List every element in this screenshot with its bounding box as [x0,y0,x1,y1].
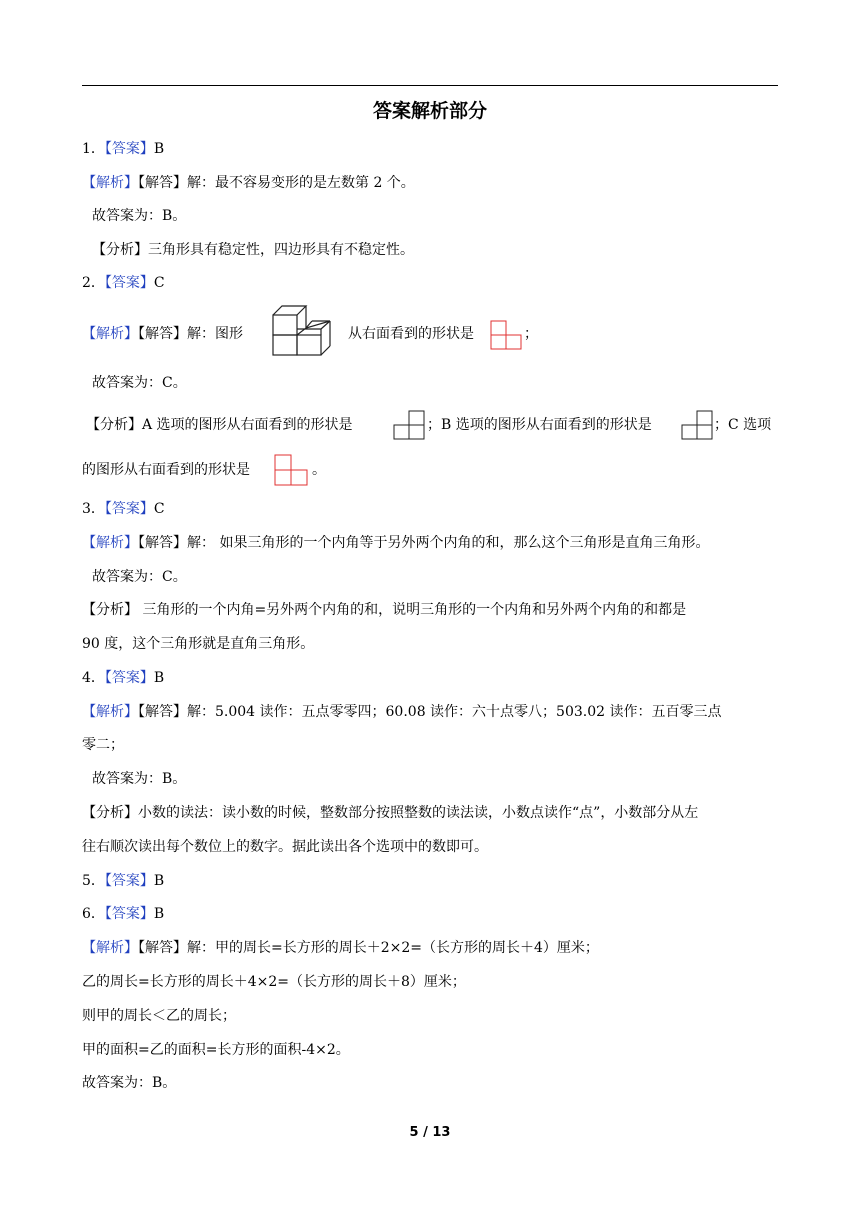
solution-tag: 【解答】 [138,175,187,191]
q1-solve-line [82,173,415,193]
q4-answer: B [153,670,165,686]
solution-tag: 【解答】 [138,326,187,342]
fenxi-tag: 【分析】 [82,805,138,821]
answer-tag: 【答案】 [104,906,154,922]
q4-solve-line2: 零二； [82,737,124,753]
q1-analysis-line [92,240,414,260]
q2-answer: C [153,275,165,291]
q4-analysis-line [82,803,698,823]
solution-tag: 【解答】 [138,535,187,551]
q1-answer-line [82,139,164,159]
q3-solve-text: 解： 如果三角形的一个内角等于另外两个内角的和，那么这个三角形是直角三角形。 [187,535,710,551]
q6-solve-line3: 则甲的周长＜乙的周长； [82,1008,236,1024]
q3-answer: C [153,501,165,517]
q6-solve-line [82,938,599,958]
q6-solve-line2: 乙的周长=长方形的周长＋4×2=（长方形的周长＋8）厘米； [82,974,466,990]
q3-analysis-text: 三角形的一个内角=另外两个内角的和，说明三角形的一个内角和另外两个内角的和都是 [138,602,687,618]
q4-number: 4． [82,670,105,686]
page-number: 5 / 13 [409,1125,451,1140]
fenxi-tag: 【分析】 [92,242,148,258]
q2-solve-line [82,324,243,344]
q4-analysis-text: 小数的读法：读小数的时候，整数部分按照整数的读法读，小数点读作“点”，小数部分从左 [138,805,699,821]
q6-solve-line4: 甲的面积=乙的面积=长方形的面积-4×2。 [82,1042,350,1058]
page-title: 答案解析部分 [372,100,487,122]
q6-number: 6． [82,906,105,922]
answer-tag: 【答案】 [104,873,154,889]
q3-solve-line [82,533,709,553]
fenxi-tag: 【分析】 [82,602,138,618]
fenxi-tag: 【分析】 [86,417,142,433]
q3-answer-line [82,499,165,519]
q5-number: 5． [82,873,105,889]
q3-number: 3． [82,501,105,517]
analysis-tag: 【解析】 [82,535,138,551]
q2-answer-line [82,273,165,293]
answer-tag: 【答案】 [104,670,154,686]
q2-solve-post-line [348,324,474,344]
q2-final: 故答案为：C。 [92,375,187,391]
q1-number: 1． [82,141,105,157]
solution-tag: 【解答】 [138,704,187,720]
q2-a-text: A 选项的图形从右面看到的形状是 [142,417,353,433]
top-rule [82,85,778,86]
q6-answer: B [153,906,165,922]
answer-tag: 【答案】 [104,501,154,517]
analysis-tag: 【解析】 [82,940,138,956]
analysis-tag: 【解析】 [82,175,138,191]
q1-final: 故答案为：B。 [92,208,187,224]
q6-solve-text: 解：甲的周长=长方形的周长＋2×2=（长方形的周长＋4）厘米； [187,940,599,956]
q2-number: 2． [82,275,105,291]
analysis-tag: 【解析】 [82,326,138,342]
answer-tag: 【答案】 [104,275,154,291]
solution-tag: 【解答】 [138,940,187,956]
q2-solve-end: ； [524,326,538,342]
q2-c-end: 。 [312,462,326,478]
q3-final: 故答案为：C。 [92,569,187,585]
q3-analysis-line [82,600,686,620]
q5-answer: B [153,873,165,889]
q2-solve-pre: 解：图形 [187,326,243,342]
q2-c-text: ；C 选项 [714,417,772,433]
q2-solve-post: 从右面看到的形状是 [348,326,474,342]
q2-answer-view-red-image [490,320,522,350]
q6-answer-line [82,904,164,924]
q4-solve-text: 解：5.004 读作：五点零零四；60.08 读作：六十点零八；503.02 读作：五百零三点 [187,704,722,720]
q6-final: 故答案为：B。 [82,1075,177,1091]
answer-tag: 【答案】 [104,141,154,157]
q2-b-text: ；B 选项的图形从右面看到的形状是 [427,417,652,433]
q4-analysis-line2: 往右顺次读出每个数位上的数字。据此读出各个选项中的数即可。 [82,839,488,855]
q2-analysis-line [86,415,353,435]
q1-answer: B [153,141,165,157]
q1-solve-text: 解：最不容易变形的是左数第 2 个。 [187,175,415,191]
analysis-tag: 【解析】 [82,704,138,720]
q2-option-b-view-image [680,410,714,440]
q2-c-text2: 的图形从右面看到的形状是 [82,462,250,478]
q4-solve-line [82,702,722,722]
q2-option-c-view-red-image [274,454,310,486]
cube-figure-image [270,303,340,357]
q2-option-a-view-image [392,410,426,440]
q5-answer-line [82,871,164,891]
q1-analysis-text: 三角形具有稳定性，四边形具有不稳定性。 [148,242,414,258]
q4-answer-line [82,668,164,688]
q3-analysis-line2: 90 度，这个三角形就是直角三角形。 [82,636,315,652]
q4-final: 故答案为：B。 [92,771,187,787]
